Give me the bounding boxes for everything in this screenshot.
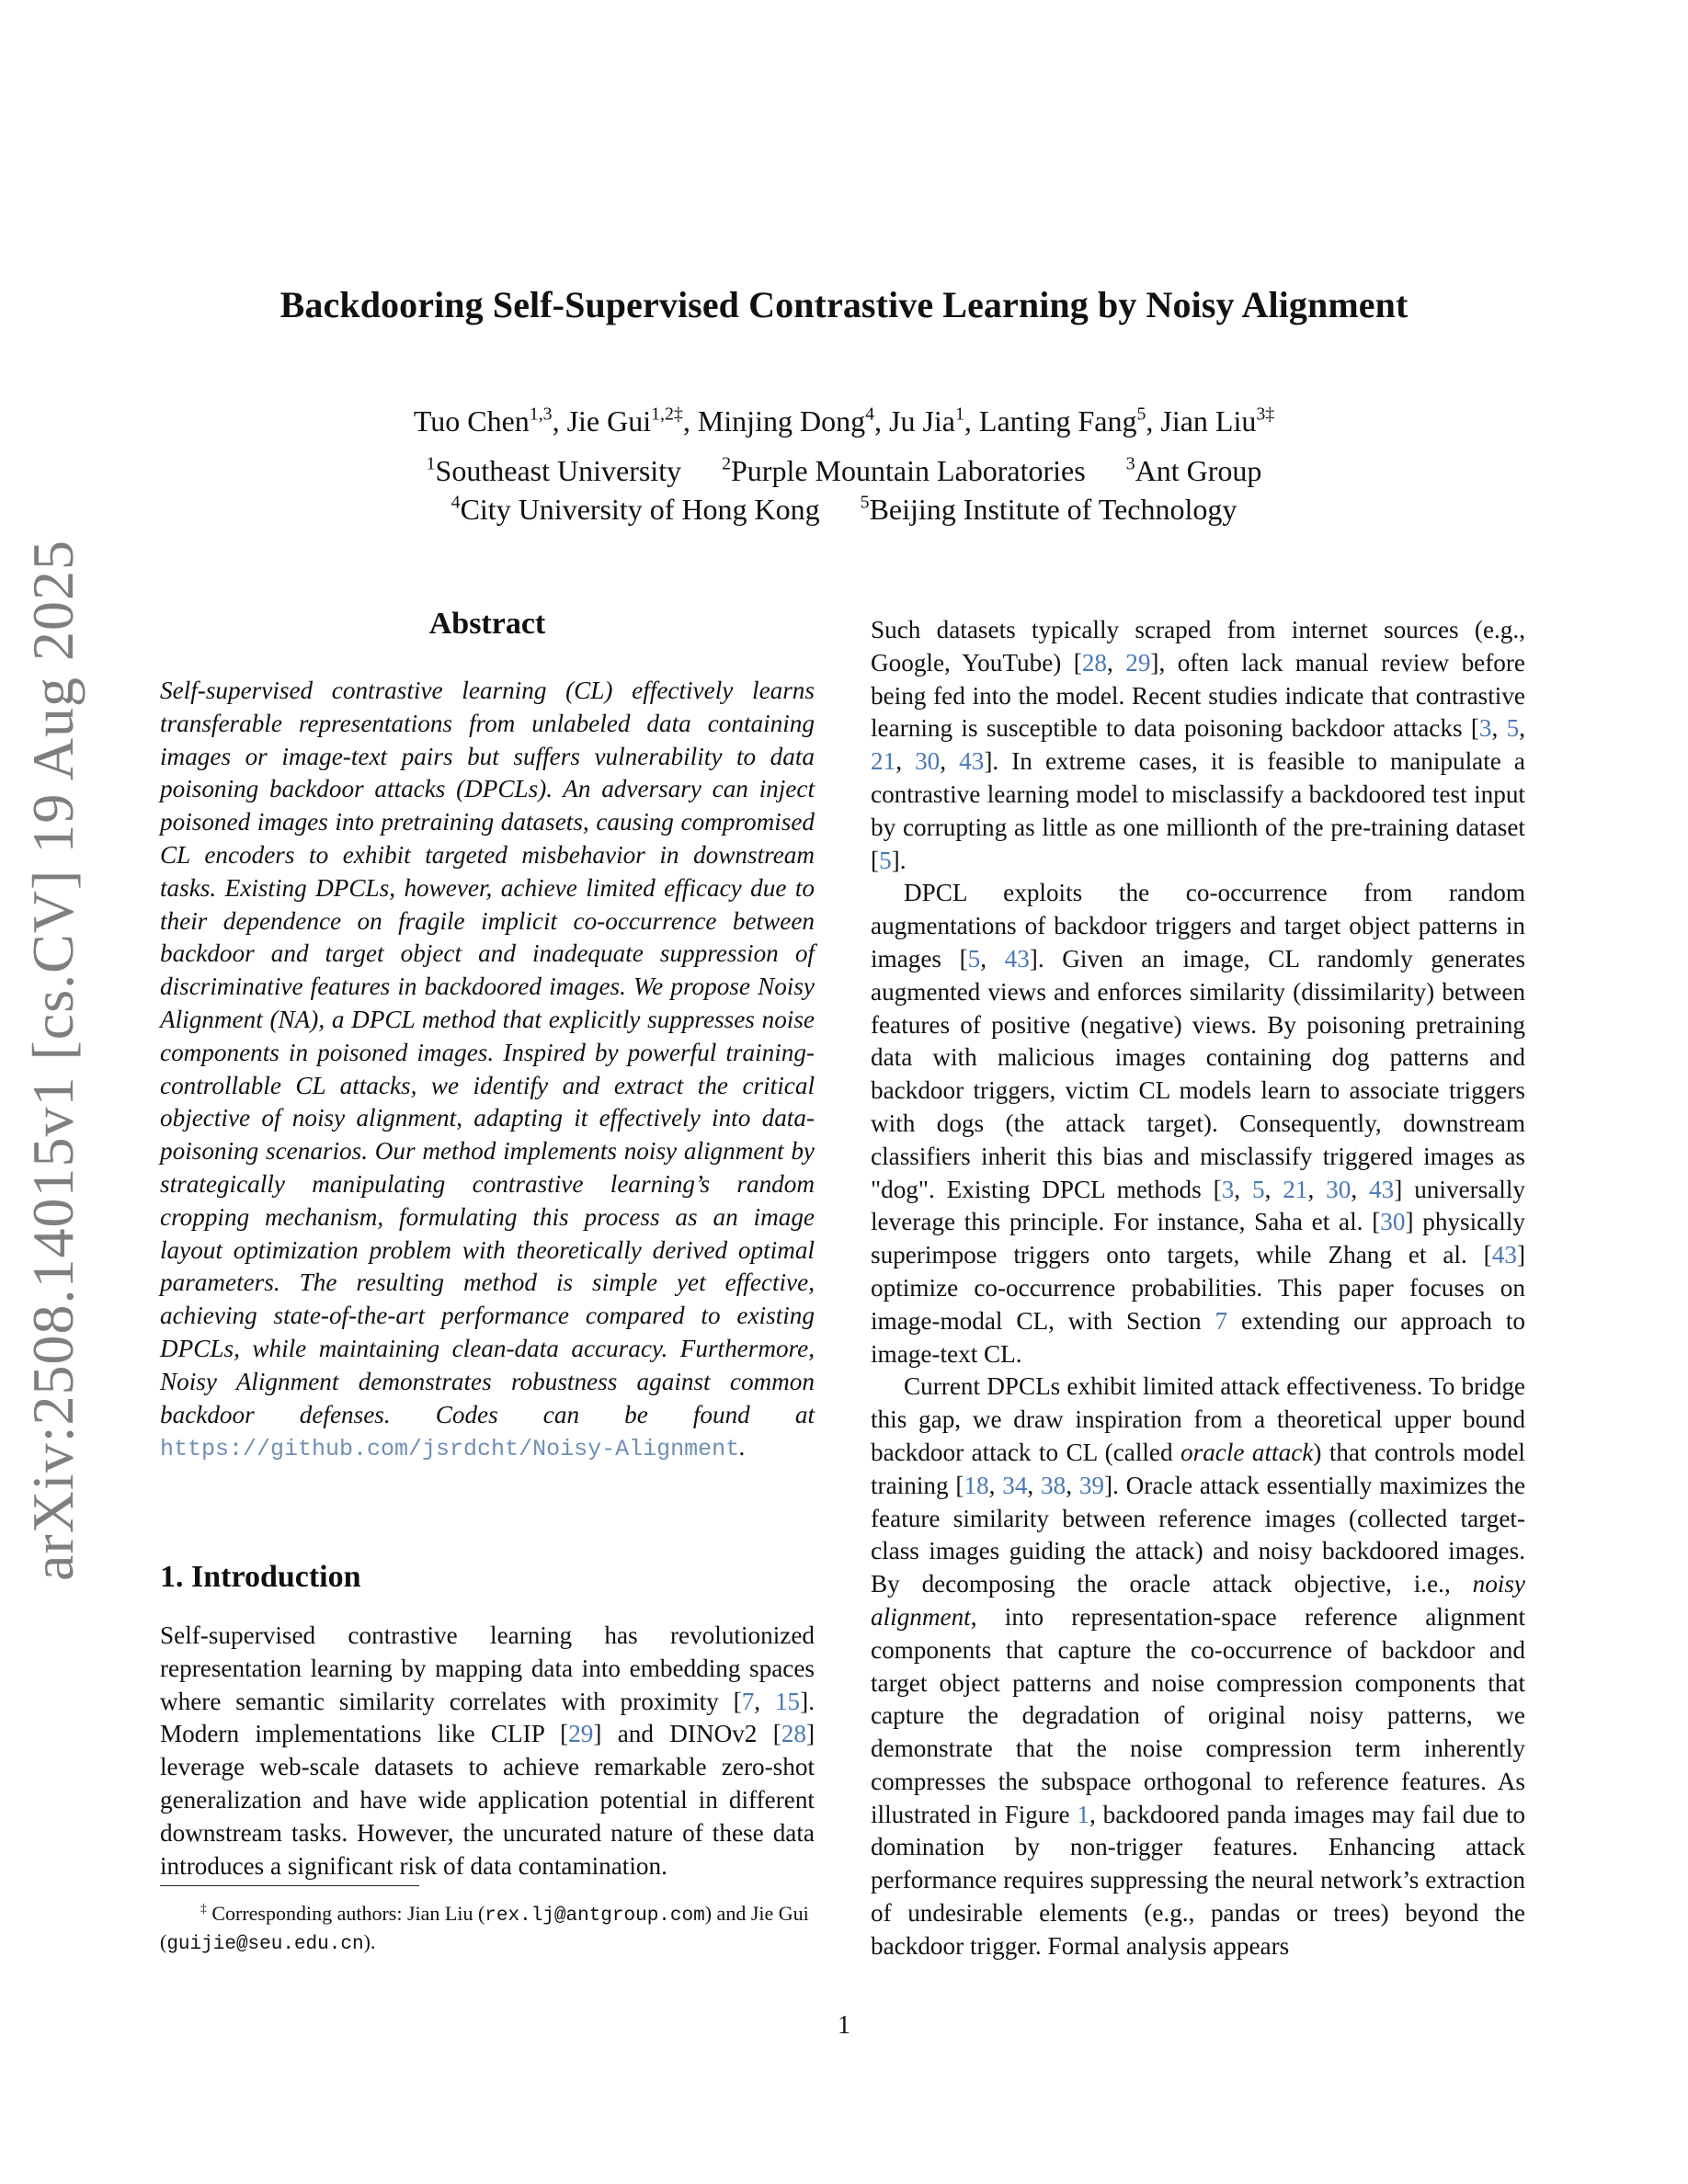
affiliation-name: Purple Mountain Laboratories: [731, 454, 1086, 487]
citation-link[interactable]: 39: [1078, 1471, 1105, 1499]
author-affiliation-mark: 3‡: [1256, 404, 1275, 425]
citation-link[interactable]: 28: [1081, 648, 1107, 677]
affiliation-line-2: [0, 493, 1688, 527]
arxiv-side-label: arXiv:2508.14015v1 [cs.CV] 19 Aug 2025: [20, 539, 86, 1581]
citation-link[interactable]: 43: [1004, 944, 1030, 973]
intro-text-segment: ]. Modern implementations like CLIP [: [160, 1687, 815, 1748]
text-segment: , into representation-space reference alignment components that capture the co-occurrence of backdoor and target object patterns and noise compression components that capture the degradation of original noisy patterns, we demonstrate that the noise compression term inherently compresses the subspace orthogonal to reference features. As illustrated in Figure: [871, 1602, 1525, 1828]
page-number: 1: [838, 2011, 850, 2040]
author-name: Ju Jia: [888, 404, 955, 438]
text-segment: ] optimize co-occurrence probabilities. This paper focuses on image-modal CL, with Section: [871, 1241, 1525, 1335]
abstract-text: [160, 675, 815, 1466]
text-segment: ]. In extreme cases, it is feasible to manipulate a contrastive learning model to misclassify a backdoored test input by corrupting as little as one millionth of the pre-training dataset [: [871, 747, 1525, 874]
author-affiliation-mark: 1,2‡: [651, 404, 683, 425]
paper-title: Backdooring Self-Supervised Contrastive Learning by Noisy Alignment: [279, 284, 1409, 325]
author-affiliation-mark: 1,3: [529, 404, 553, 425]
footnote-text: Corresponding authors: Jian Liu (: [206, 1902, 485, 1925]
affiliation-number: 1: [426, 453, 436, 474]
text-segment: extending our approach to image-text CL.: [871, 1306, 1525, 1368]
citation-link[interactable]: 18: [964, 1471, 989, 1499]
text-segment: ] physically superimpose triggers onto targets, while Zhang et al. [: [871, 1208, 1525, 1269]
citation-link[interactable]: 30: [1326, 1175, 1352, 1203]
footnote: [160, 1901, 815, 1958]
citation-link[interactable]: 30: [1380, 1208, 1406, 1236]
citation-link[interactable]: 15: [774, 1687, 801, 1715]
text-segment: ].: [891, 846, 907, 874]
footnote-mark: ‡: [200, 1901, 207, 1916]
email-link[interactable]: guijie@seu.edu.cn: [166, 1934, 364, 1955]
affiliation-number: 3: [1125, 453, 1135, 474]
author-affiliation-mark: 4: [865, 404, 874, 425]
affiliation-name: Beijing Institute of Technology: [869, 493, 1237, 526]
author-affiliation-mark: 5: [1136, 404, 1146, 425]
figure-link[interactable]: 1: [1077, 1800, 1090, 1828]
author-affiliation-mark: 1: [954, 404, 964, 425]
abstract-paragraph: Self-supervised contrastive learning (CL) effectively learns transferable representations from unlabeled data containing images or image-text pairs but suffers vulnerability to data poisoning backdoor attacks (DPCLs). An adversary can inject poisoned images into pretraining datasets, causing compromised CL encoders to exhibit targeted misbehavior in downstream tasks. Existing DPCLs, however, achieve limited efficacy due to their dependence on fragile implicit co-occurrence between backdoor and target object and inadequate suppression of discriminative features in backdoored images. We propose Noisy Alignment (NA), a DPCL method that explicitly suppresses noise components in poisoned images. Inspired by powerful training-controllable CL attacks, we identify and extract the critical objective of noisy alignment, adapting it effectively into data-poisoning scenarios. Our method implements noisy alignment by strategically manipulating contrastive learning’s random cropping mechanism, formulating this process as an image layout optimization problem with theoretically derived optimal parameters. The resulting method is simple yet effective, achieving state-of-the-art performance compared to existing DPCLs, while maintaining clean-data accuracy. Furthermore, Noisy Alignment demonstrates robustness against common backdoor defenses. Codes can be found at: [160, 677, 815, 1428]
footnote-rule: [160, 1885, 419, 1886]
author-list: Tuo Chen$^{1,3}$, Jie Gui$^{1,2\ddagger}$, Minjing Dong$^4$, Ju Jia$^1$, Lanting Fang$^5$, Jian Liu$^{3\ddagger}$: [413, 404, 1275, 438]
emphasis: oracle attack: [1180, 1438, 1314, 1466]
footnote-text: ).: [363, 1930, 376, 1953]
citation-link[interactable]: 28: [781, 1720, 806, 1748]
affiliation-name: City University of Hong Kong: [460, 493, 820, 526]
text-segment: ] universally leverage this principle. For instance, Saha et al. [: [871, 1175, 1526, 1236]
citation-link[interactable]: 21: [871, 747, 896, 776]
affiliation-number: 5: [860, 492, 870, 513]
intro-text-segment: Self-supervised contrastive learning has revolutionized representation learning by mapping data into embedding spaces where semantic similarity correlates with proximity [: [160, 1621, 815, 1715]
text-segment: ]. Given an image, CL randomly generates augmented views and enforces similarity (dissimilarity) between features of positive (negative) views. By poisoning pretraining data with malicious images containing dog patterns and backdoor triggers, victim CL models learn to associate triggers with dogs (the attack target). Consequently, downstream classifiers inherit this bias and misclassify triggered images as "dog". Existing DPCL methods [: [871, 944, 1525, 1203]
abstract-end: .: [739, 1433, 746, 1462]
author-name: Jie Gui: [566, 404, 652, 438]
footnote-text: ) and Jie Gui (: [160, 1902, 809, 1953]
affiliation-name: Southeast University: [435, 454, 682, 487]
citation-link[interactable]: 43: [1491, 1241, 1517, 1269]
author-name: Jian Liu: [1160, 404, 1257, 438]
affiliation-line-1: [0, 454, 1688, 488]
text-segment: DPCL exploits the co-occurrence from random augmentations of backdoor triggers and target object patterns in images [: [871, 879, 1525, 973]
citation-link[interactable]: 30: [915, 747, 941, 776]
affiliation-name: Ant Group: [1135, 454, 1262, 487]
affiliation-number: 4: [451, 492, 461, 513]
citation-link[interactable]: 21: [1283, 1175, 1308, 1203]
intro-text-segment: ] and DINOv2 [: [593, 1720, 781, 1748]
text-segment: ], often lack manual review before being fed into the model. Recent studies indicate that contrastive learning is susceptible to data poisoning backdoor attacks [: [871, 648, 1526, 743]
citation-link[interactable]: 5: [1251, 1175, 1265, 1203]
author-name: Tuo Chen: [413, 404, 530, 438]
citation-link[interactable]: 5: [879, 846, 892, 874]
affiliation-number: 2: [722, 453, 731, 474]
citation-link[interactable]: 29: [568, 1720, 594, 1748]
paragraph: Current DPCLs exhibit limited attack effectiveness. To bridge this gap, we draw inspiration from a theoretical upper bound backdoor attack to CL (called oracle attack) that controls model training [18, 34, 38, 39]. Oracle attack essentially maximizes the feature similarity between reference images (collected target-class images guiding the attack) and noisy backdoored images. By decomposing the oracle attack objective, i.e., noisy alignment, into representation-space reference alignment components that capture the co-occurrence of backdoor and target object patterns and noise compression components that capture the degradation of original noisy patterns, we demonstrate that the noise compression term inherently compresses the subspace orthogonal to reference features. As illustrated in Figure 1, backdoored panda images may fail due to domination by non-trigger features. Enhancing attack performance requires suppressing the neural network’s extraction of undesirable elements (e.g., pandas or trees) beyond the backdoor trigger. Formal analysis appears: [871, 1372, 1526, 1960]
text-segment: , backdoored panda images may fail due to domination by non-trigger features. Enhancing attack performance requires suppressing the neural network’s extraction of undesirable elements (e.g., pandas or trees) beyond the backdoor trigger. Formal analysis appears: [871, 1800, 1525, 1960]
section-link[interactable]: 7: [1215, 1306, 1228, 1335]
citation-link[interactable]: 5: [967, 944, 981, 973]
text-segment: Current DPCLs exhibit limited attack effectiveness. To bridge this gap, we draw inspiration from a theoretical upper bound backdoor attack to CL (called: [871, 1372, 1525, 1466]
right-column-text: [871, 614, 1525, 1963]
citation-link[interactable]: 3: [1478, 714, 1492, 743]
paragraph: Such datasets typically scraped from internet sources (e.g., Google, YouTube) [28, 29], often lack manual review before being fed into the model. Recent studies indicate that contrastive learning is susceptible to data poisoning backdoor attacks [3, 5, 21, 30, 43]. In extreme cases, it is feasible to manipulate a contrastive learning model to misclassify a backdoored test input by corrupting as little as one millionth of the pre-training dataset [5].: [871, 616, 1526, 874]
citation-link[interactable]: 38: [1041, 1471, 1066, 1499]
emphasis: noisy alignment: [871, 1570, 1525, 1631]
citation-link[interactable]: 7: [741, 1687, 755, 1715]
citation-link[interactable]: 5: [1506, 714, 1520, 743]
citation-link[interactable]: 3: [1221, 1175, 1235, 1203]
citation-link[interactable]: 43: [1369, 1175, 1395, 1203]
intro-text-segment: ] leverage web-scale datasets to achieve remarkable zero-shot generalization and have wide application potential in different downstream tasks. However, the uncurated nature of these data introduces a significant risk of data contamination.: [160, 1720, 815, 1880]
author-name: Lanting Fang: [978, 404, 1137, 438]
paragraph: DPCL exploits the co-occurrence from random augmentations of backdoor triggers and target object patterns in images [5, 43]. Given an image, CL randomly generates augmented views and enforces similarity (dissimilarity) between features of positive (negative) views. By poisoning pretraining data with malicious images containing dog patterns and backdoor triggers, victim CL models learn to associate triggers with dogs (the attack target). Consequently, downstream classifiers inherit this bias and misclassify triggered images as "dog". Existing DPCL methods [3, 5, 21, 30, 43] universally leverage this principle. For instance, Saha et al. [30] physically superimpose triggers onto targets, while Zhang et al. [43] optimize co-occurrence probabilities. This paper focuses on image-modal CL, with Section 7 extending our approach to image-text CL.: [871, 879, 1526, 1368]
introduction-heading: 1. Introduction: [160, 1560, 361, 1594]
text-segment: ) that controls model training [: [871, 1438, 1525, 1499]
author-name: Minjing Dong: [697, 404, 866, 438]
citation-link[interactable]: 43: [959, 747, 985, 776]
code-link[interactable]: https://github.com/jsrdcht/Noisy-Alignment: [160, 1436, 740, 1463]
text-segment: Such datasets typically scraped from internet sources (e.g., Google, YouTube) [: [871, 616, 1525, 677]
email-link[interactable]: rex.lj@antgroup.com: [485, 1905, 705, 1927]
citation-link[interactable]: 34: [1002, 1471, 1028, 1499]
abstract-heading: Abstract: [428, 607, 546, 641]
introduction-text: Self-supervised contrastive learning has revolutionized representation learning by mapping data into embedding spaces where semantic similarity correlates with proximity [7, 15]. Modern implementations like CLIP [29] and DINOv2 [28] leverage web-scale datasets to achieve remarkable zero-shot generalization and have wide application potential in different downstream tasks. However, the uncurated nature of these data introduces a significant risk of data contamination.: [160, 1621, 815, 1880]
text-segment: ]. Oracle attack essentially maximizes the feature similarity between reference images (collected target-class images guiding the attack) and noisy backdoored images. By decomposing the oracle attack objective, i.e.,: [871, 1471, 1526, 1598]
citation-link[interactable]: 29: [1125, 648, 1151, 677]
